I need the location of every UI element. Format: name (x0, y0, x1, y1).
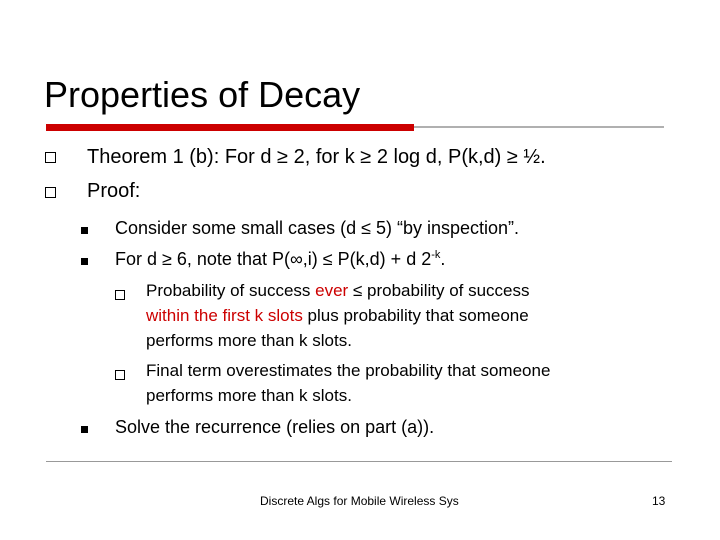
page-number: 13 (652, 494, 666, 508)
theorem-statement: Theorem 1 (b): For d ≥ 2, for k ≥ 2 log d, P(k,d) ≥ ½. (87, 146, 546, 168)
sub-point-1-line-2 (146, 306, 529, 326)
sub-point-2-line-1: Final term overestimates the probability that someone (146, 361, 551, 380)
exponent: -k (431, 249, 441, 261)
bullet-hollow-square-icon (45, 152, 56, 163)
sub-point-2-line-2: performs more than k slots. (146, 386, 352, 405)
inequality-text: For d ≥ 6, note that P(∞,i) ≤ P(k,d) + d 2 (115, 249, 432, 269)
proof-step-recurrence: Solve the recurrence (relies on part (a)). (115, 417, 435, 437)
bullet-hollow-square-icon (115, 370, 125, 380)
slide-title: Properties of Decay (44, 74, 361, 115)
emphasis-within-first-k-slots: within the first k slots (146, 306, 303, 325)
emphasis-ever: ever (315, 281, 349, 300)
text-run: ≤ probability of success (348, 281, 530, 300)
text-run: Probability of success (146, 281, 316, 300)
bullet-filled-square-icon (81, 258, 88, 265)
inequality-period: . (440, 249, 446, 269)
bullet-filled-square-icon (81, 227, 88, 234)
title-underline-rule (414, 126, 664, 128)
title-underline-accent (46, 124, 414, 131)
footer-course-title: Discrete Algs for Mobile Wireless Sys (260, 494, 459, 508)
proof-heading: Proof: (87, 180, 141, 202)
bullet-hollow-square-icon (115, 290, 125, 300)
sub-point-1-line-3: performs more than k slots. (146, 331, 352, 350)
proof-step-small-cases: Consider some small cases (d ≤ 5) “by inspection”. (115, 218, 520, 238)
bullet-hollow-square-icon (45, 187, 56, 198)
proof-step-inequality (115, 249, 445, 270)
sub-point-1-line-1 (146, 281, 530, 301)
bullet-filled-square-icon (81, 426, 88, 433)
text-run: plus probability that someone (302, 306, 529, 325)
footer-divider (46, 461, 672, 462)
